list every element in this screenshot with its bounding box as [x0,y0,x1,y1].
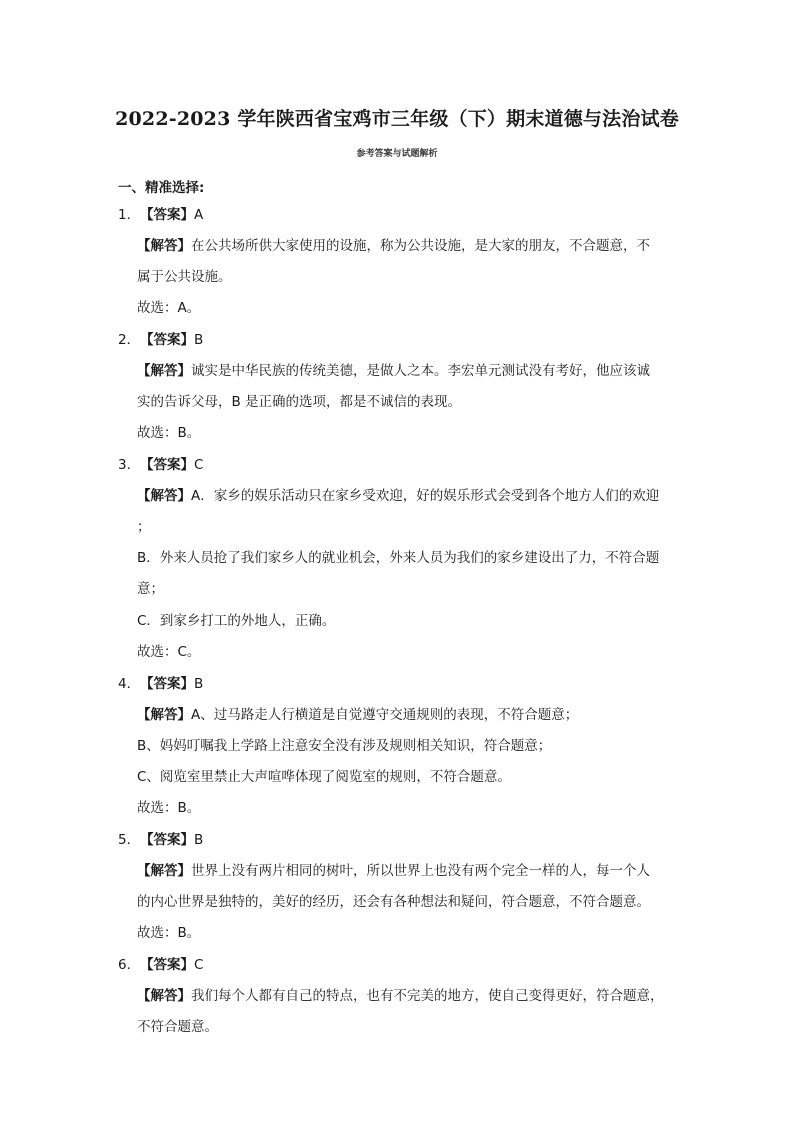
result-line: 故选：B。 [137,425,201,441]
analysis-line: 不符合题意。 [137,1019,218,1035]
item-number: 4． [118,676,141,692]
answer-value: C [194,457,204,473]
answer-value: B [194,832,204,848]
analysis-line [137,237,650,255]
analysis-tag: 【解答】 [137,363,191,379]
analysis-tag: 【解答】 [137,988,191,1004]
item-number: 6． [118,957,141,973]
analysis-text: A．家乡的娱乐活动只在家乡受欢迎，好的娱乐形式会受到各个地方人们的欢迎 [191,488,660,504]
analysis-line: B．外来人员抢了我们家乡人的就业机会，外来人员为我们的家乡建设出了力，不符合题 [137,550,660,566]
answer-value: B [194,676,204,692]
result-line: 故选：C。 [137,644,201,660]
analysis-tag: 【解答】 [137,863,191,879]
analysis-line: 意； [137,581,164,597]
item-number: 5． [118,832,141,848]
analysis-text: A、过马路走人行横道是自觉遵守交通规则的表现，不符合题意； [191,707,579,723]
analysis-line: 属于公共设施。 [137,269,232,285]
analysis-line: ； [137,519,151,535]
item-number: 1． [118,207,141,223]
analysis-tag: 【解答】 [137,238,191,254]
answer-value: A [194,207,204,223]
analysis-line [137,706,578,724]
answer-line-6 [118,956,203,974]
answer-tag: 【答案】 [140,207,194,223]
analysis-line: C．到家乡打工的外地人，正确。 [137,613,336,629]
analysis-line: 的内心世界是独特的，美好的经历，还会有各种想法和疑问，符合题意，不符合题意。 [137,894,650,910]
answer-value: B [194,332,204,348]
analysis-text: 在公共场所供大家使用的设施，称为公共设施，是大家的朋友，不合题意，不 [191,238,650,254]
analysis-line: 实的告诉父母，B 是正确的选项，都是不诚信的表现。 [137,394,462,410]
item-number: 2． [118,332,141,348]
answer-tag: 【答案】 [140,832,194,848]
result-line: 故选：B。 [137,925,201,941]
analysis-line: C、阅览室里禁止大声喧哗体现了阅览室的规则，不符合题意。 [137,769,511,785]
answer-line-3 [118,456,203,474]
analysis-line: B、妈妈叮嘱我上学路上注意安全没有涉及规则相关知识，符合题意； [137,738,552,754]
answer-tag: 【答案】 [140,332,194,348]
result-line: 故选：B。 [137,800,201,816]
analysis-tag: 【解答】 [137,488,191,504]
section-heading: 一、精准选择: [118,180,205,196]
answer-line-1 [118,206,203,224]
item-number: 3． [118,457,141,473]
page-title: 2022-2023 学年陕西省宝鸡市三年级（下）期末道德与法治试卷 [115,108,679,130]
analysis-line [137,987,664,1005]
analysis-text: 世界上没有两片相同的树叶，所以世界上也没有两个完全一样的人，每一个人 [191,863,650,879]
analysis-tag: 【解答】 [137,707,191,723]
analysis-text: 诚实是中华民族的传统美德，是做人之本。李宏单元测试没有考好，他应该诚 [191,363,650,379]
answer-tag: 【答案】 [140,957,194,973]
answer-line-4 [118,675,203,693]
analysis-line [137,362,650,380]
answer-line-2 [118,331,203,349]
analysis-line [137,862,650,880]
answer-value: C [194,957,204,973]
page-subtitle: 参考答案与试题解析 [356,149,438,159]
analysis-line [137,487,659,505]
answer-tag: 【答案】 [140,457,194,473]
result-line: 故选：A。 [137,300,201,316]
analysis-text: 我们每个人都有自己的特点，也有不完美的地方，使自己变得更好，符合题意， [191,988,664,1004]
answer-tag: 【答案】 [140,676,194,692]
answer-line-5 [118,831,203,849]
